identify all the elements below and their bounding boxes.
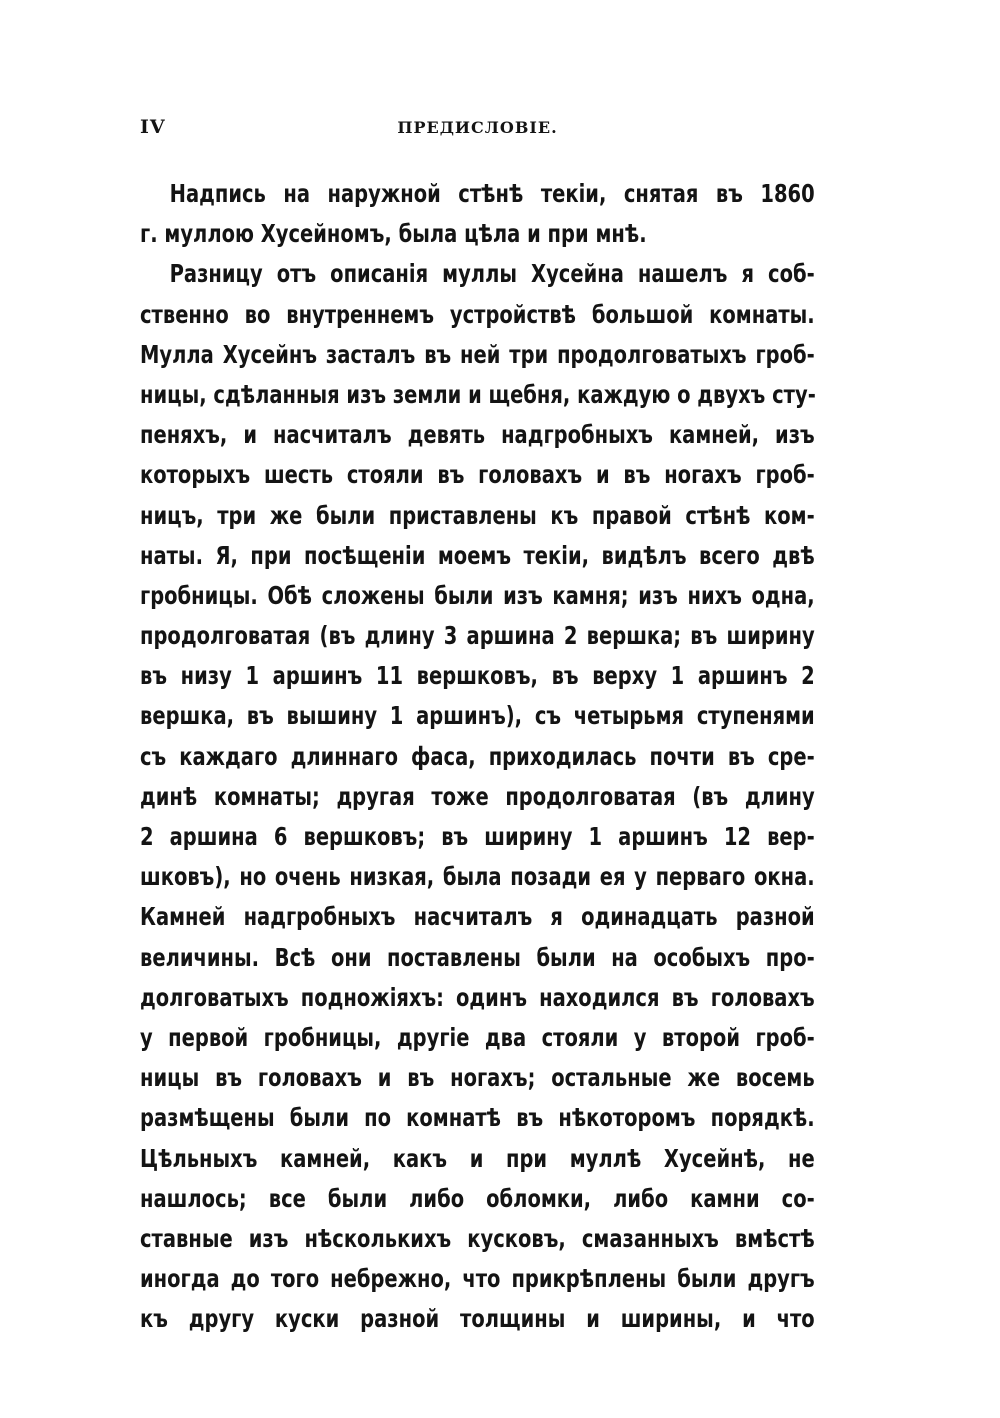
text-line: Цѣльныхъ камней, какъ и при муллѣ Хусейнѣ, не: [140, 1143, 815, 1173]
text-line: которыхъ шесть стояли въ головахъ и въ ногахъ гроб-: [140, 460, 815, 490]
text-line: ственно во внутреннемъ устройствѣ большой комнаты.: [140, 299, 815, 329]
running-head: [140, 116, 815, 146]
text-line: въ низу 1 аршинъ 11 вершковъ, въ верху 1 аршинъ 2: [140, 661, 815, 691]
text-line: ницы, сдѣланныя изъ земли и щебня, каждую о двухъ сту-: [140, 379, 816, 409]
text-line: у первой гробницы, другіе два стояли у второй гроб-: [140, 1022, 815, 1052]
text-line: г. муллою Хусейномъ, была цѣла и при мнѣ.: [140, 219, 647, 249]
text-line: нашлось; все были либо обломки, либо камни со-: [140, 1183, 815, 1213]
text-line: ницъ, три же были приставлены къ правой стѣнѣ ком-: [140, 500, 815, 530]
text-line: Разницу отъ описанія муллы Хусейна нашелъ я соб-: [169, 259, 815, 289]
body-text: [140, 174, 815, 1339]
running-title: ПРЕДИСЛОВІЕ.: [397, 118, 558, 137]
text-line: вершка, въ вышину 1 аршинъ), съ четырьмя ступенями: [140, 701, 815, 731]
text-line: съ каждаго длиннаго фаса, приходилась почти въ сре-: [140, 741, 815, 771]
text-line: ставные изъ нѣсколькихъ кусковъ, смазанныхъ вмѣстѣ: [140, 1223, 815, 1253]
text-line: гробницы. Обѣ сложены были изъ камня; изъ нихъ одна,: [140, 580, 815, 610]
text-line: продолговатая (въ длину 3 аршина 2 вершка; въ ширину: [140, 621, 815, 651]
text-line: Мулла Хусейнъ засталъ въ ней три продолговатыхъ гроб-: [140, 339, 815, 369]
text-line: 2 аршина 6 вершковъ; въ ширину 1 аршинъ 12 вер-: [140, 822, 815, 851]
text-line: Надпись на наружной стѣнѣ текіи, снятая въ 1860: [169, 179, 815, 208]
text-line: Камней надгробныхъ насчиталъ я одинадцать разной: [140, 902, 815, 932]
text-line: къ другу куски разной толщины и ширины, и что: [140, 1304, 815, 1334]
text-line: шковъ), но очень низкая, была позади ея у перваго окна.: [140, 862, 815, 892]
text-line: пеняхъ, и насчиталъ девять надгробныхъ камней, изъ: [140, 420, 815, 450]
text-line: ницы въ головахъ и въ ногахъ; остальные же восемь: [140, 1063, 815, 1093]
page-number: IV: [140, 116, 166, 138]
text-line: долговатыхъ подножіяхъ: одинъ находился въ головахъ: [140, 982, 815, 1012]
text-line: иногда до того небрежно, что прикрѣплены были другъ: [140, 1264, 815, 1294]
text-line: размѣщены были по комнатѣ въ нѣкоторомъ порядкѣ.: [140, 1103, 815, 1133]
text-line: наты. Я, при посѣщеніи моемъ текіи, видѣлъ всего двѣ: [140, 540, 815, 570]
text-line: величины. Всѣ они поставлены были на особыхъ про-: [140, 942, 815, 972]
text-line: динѣ комнаты; другая тоже продолговатая (въ длину: [140, 781, 815, 811]
